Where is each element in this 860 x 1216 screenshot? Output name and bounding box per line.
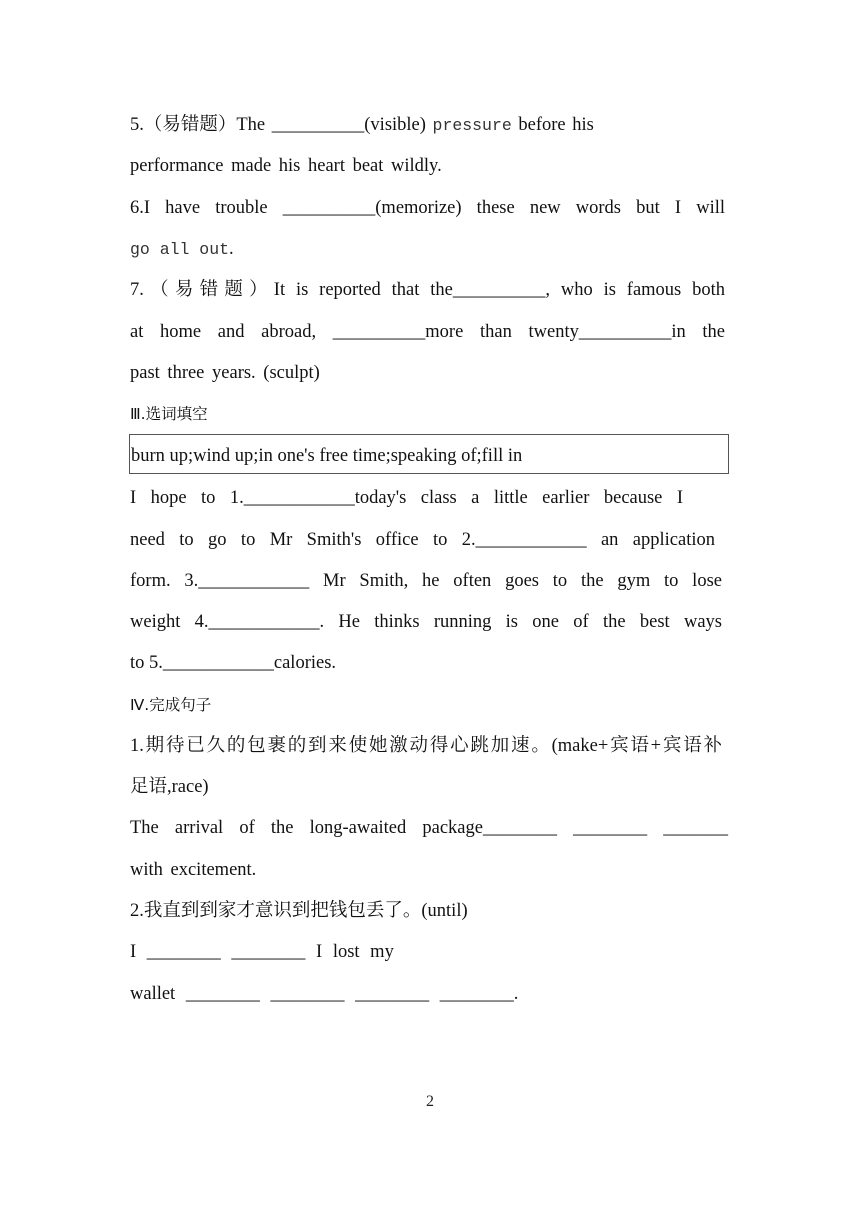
sentence-1-chinese-line-2: 足语,race) [130,777,209,797]
word-bank-box [129,434,729,474]
word-bank-text: burn up;wind up;in one's free time;speaking of;fill in [131,446,523,466]
passage-line-5: to 5.____________calories. [130,653,337,673]
question-5-line-2: performance made his heart beat wildly. [130,156,442,176]
section-3-heading: Ⅲ.选词填空 [130,405,208,423]
question-6-line-1: 6.I have trouble __________(memorize) these new words but I will [130,198,725,218]
question-6-line-2 [130,237,725,262]
question-5-line-1 [130,113,645,138]
question-6-term: go all out [130,240,230,259]
question-7-line-1: 7.（易错题）It is reported that the__________, who is famous both [130,280,725,300]
sentence-2-english-line-2: wallet ________ ________ ________ ________. [130,984,519,1004]
sentence-1-chinese-line-1: 1.期待已久的包裹的到来使她激动得心跳加速。(make+宾语+宾语补 [130,736,722,756]
question-5-text-end: before his [518,115,594,135]
question-7-line-2: at home and abroad, __________more than twenty__________in the [130,322,725,342]
sentence-1-english-line-2: with excitement. [130,860,257,880]
sentence-2-english-line-1: I ________ ________ I lost my [130,942,394,962]
sentence-2-chinese: 2.我直到到家才意识到把钱包丢了。(until) [130,901,468,921]
passage-line-1: I hope to 1.____________today's class a little earlier because I [130,488,683,508]
passage-line-2: need to go to Mr Smith's office to 2.____________ an application [130,530,715,550]
sentence-1-english-line-1: The arrival of the long-awaited package________ ________ _______ [130,818,728,838]
question-7-line-3: past three years. (sculpt) [130,363,320,383]
passage-line-4: weight 4.____________. He thinks running is one of the best ways [130,612,722,632]
question-5-text: 5.（易错题）The __________(visible) [130,115,426,135]
question-6-period: . [229,239,234,259]
question-5-term: pressure [432,116,512,135]
passage-line-3: form. 3.____________ Mr Smith, he often goes to the gym to lose [130,571,722,591]
page-number: 2 [426,1093,434,1110]
section-4-heading: Ⅳ.完成句子 [130,696,212,714]
